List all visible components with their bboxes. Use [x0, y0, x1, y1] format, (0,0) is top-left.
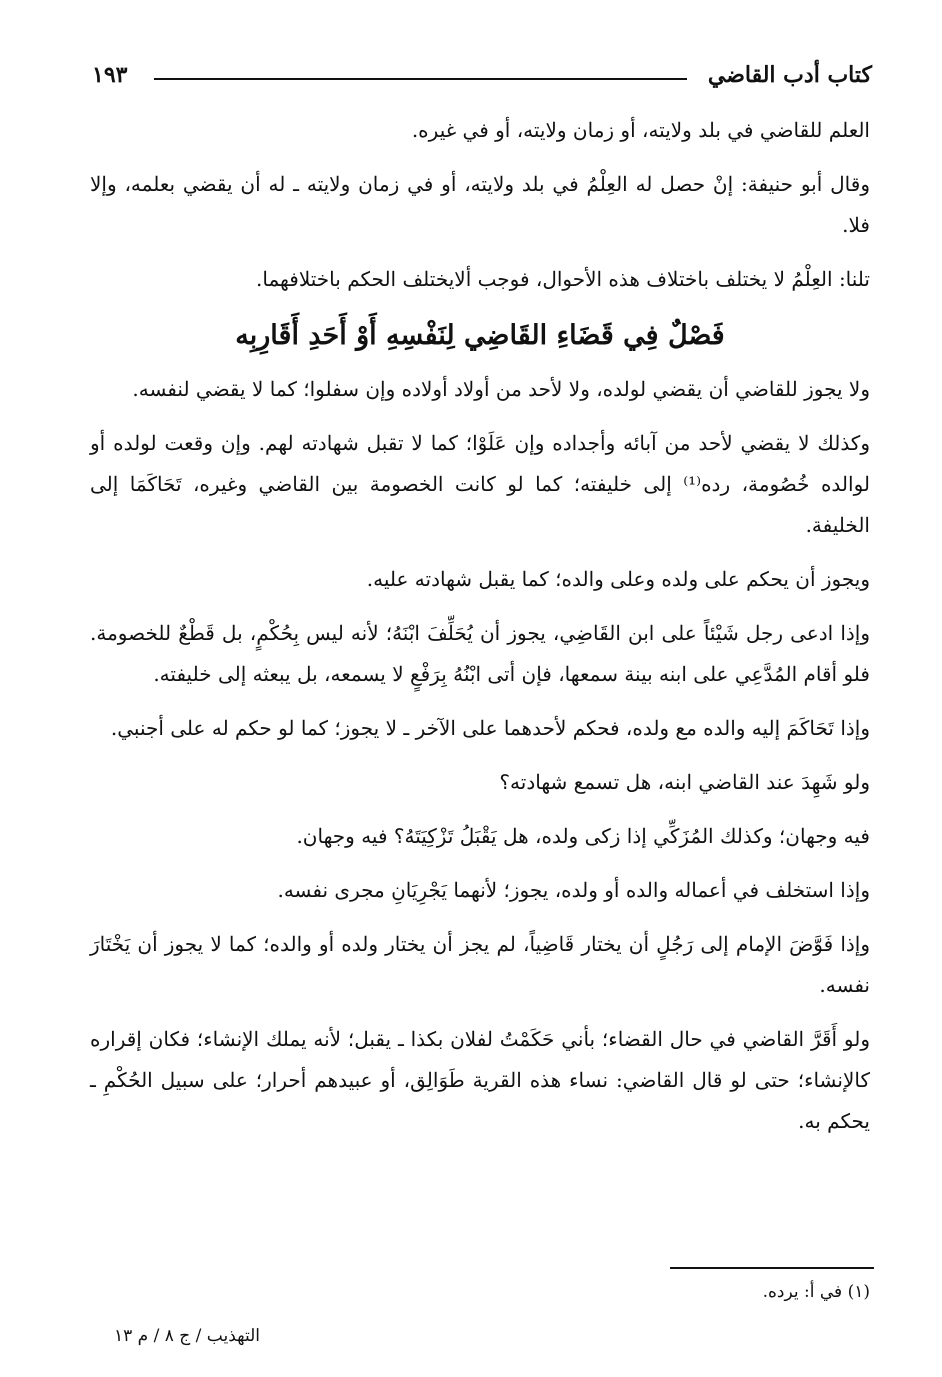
header-rule — [154, 78, 687, 80]
paragraph: وإذا تَحَاكَمَ إليه والده مع ولده، فحكم لأحدهما على الآخر ـ لا يجوز؛ كما لو حكم له على أجنبي. — [110, 716, 870, 740]
running-header — [92, 58, 872, 98]
paragraph: ولو أَقَرَّ القاضي في حال القضاء؛ بأني حَكَمْتُ لفلان بكذا ـ يقبل؛ لأنه يملك الإنشاء؛ فكان إقراره كالإنشاء؛ حتى لو قال القاضي: نساء هذه القرية طَوَالِق، أو عبيدهم أحرار؛ على سبيل الحُكْمِ ـ يحكم به. — [90, 1027, 870, 1133]
paragraph: فيه وجهان؛ وكذلك المُزَكِّي إذا زكى ولده، هل يَقْبَلُ تَزْكِيَتَهُ؟ فيه وجهان. — [296, 824, 870, 848]
paragraph: وإذا استخلف في أعماله والده أو ولده، يجوز؛ لأنهما يَجْرِيَانِ مجرى نفسه. — [277, 878, 870, 902]
paragraph: تلنا: العِلْمُ لا يختلف باختلاف هذه الأحوال، فوجب ألايختلف الحكم باختلافهما. — [256, 267, 870, 291]
signature-mark: التهذيب / ج ٨ / م ١٣ — [113, 1326, 260, 1346]
paragraph: وإذا فَوَّضَ الإمام إلى رَجُلٍ أن يختار قَاضِياً، لم يجز أن يختار ولده أو والده؛ كما لا يجوز أن يَخْتَارَ نفسه. — [90, 932, 870, 997]
footnote-rule — [670, 1267, 874, 1269]
footnote: (١) في أ: يرده. — [762, 1282, 870, 1302]
paragraph: ويجوز أن يحكم على ولده وعلى والده؛ كما يقبل شهادته عليه. — [366, 567, 870, 591]
paragraph: ولو شَهِدَ عند القاضي ابنه، هل تسمع شهادته؟ — [499, 770, 870, 794]
paragraph: العلم للقاضي في بلد ولايته، أو زمان ولايته، أو في غيره. — [411, 118, 870, 142]
page-number: ١٩٣ — [92, 62, 128, 88]
header-title: كتاب أدب القاضي — [707, 62, 872, 88]
paragraph: ولا يجوز للقاضي أن يقضي لولده، ولا لأحد من أولاد أولاده وإن سفلوا؛ كما لا يقضي لنفسه. — [132, 377, 870, 401]
section-heading: فَصْلٌ فِي قَضَاءِ القَاضِي لِنَفْسِهِ أَوْ أَحَدِ أَقَارِبِه — [235, 320, 725, 351]
paragraph: وكذلك لا يقضي لأحد من آبائه وأجداده وإن عَلَوْا؛ كما لا تقبل شهادته لهم. وإن وقعت لولده أو لوالده خُصُومة، رده⁽¹⁾ إلى خليفته؛ كما لو كانت الخصومة بين القاضي وغيره، تَحَاكَمَا إلى الخليفة. — [90, 431, 871, 537]
paragraph: وإذا ادعى رجل شَيْئاً على ابن القَاضِي، يجوز أن يُحَلِّفَ ابْنَهُ؛ لأنه ليس بِحُكْمٍ، بل قَطْعٌ للخصومة. فلو أقام المُدَّعِي على ابنه بينة سمعها، فإن أتى ابْنُهُ بِرَفْعٍ لا يسمعه، بل يبعثه إلى خليفته. — [90, 621, 870, 686]
paragraph: وقال أبو حنيفة: إنْ حصل له العِلْمُ في بلد ولايته، أو في زمان ولايته ـ له أن يقضي بعلمه، وإلا فلا. — [90, 172, 870, 237]
main-text — [90, 110, 870, 1155]
